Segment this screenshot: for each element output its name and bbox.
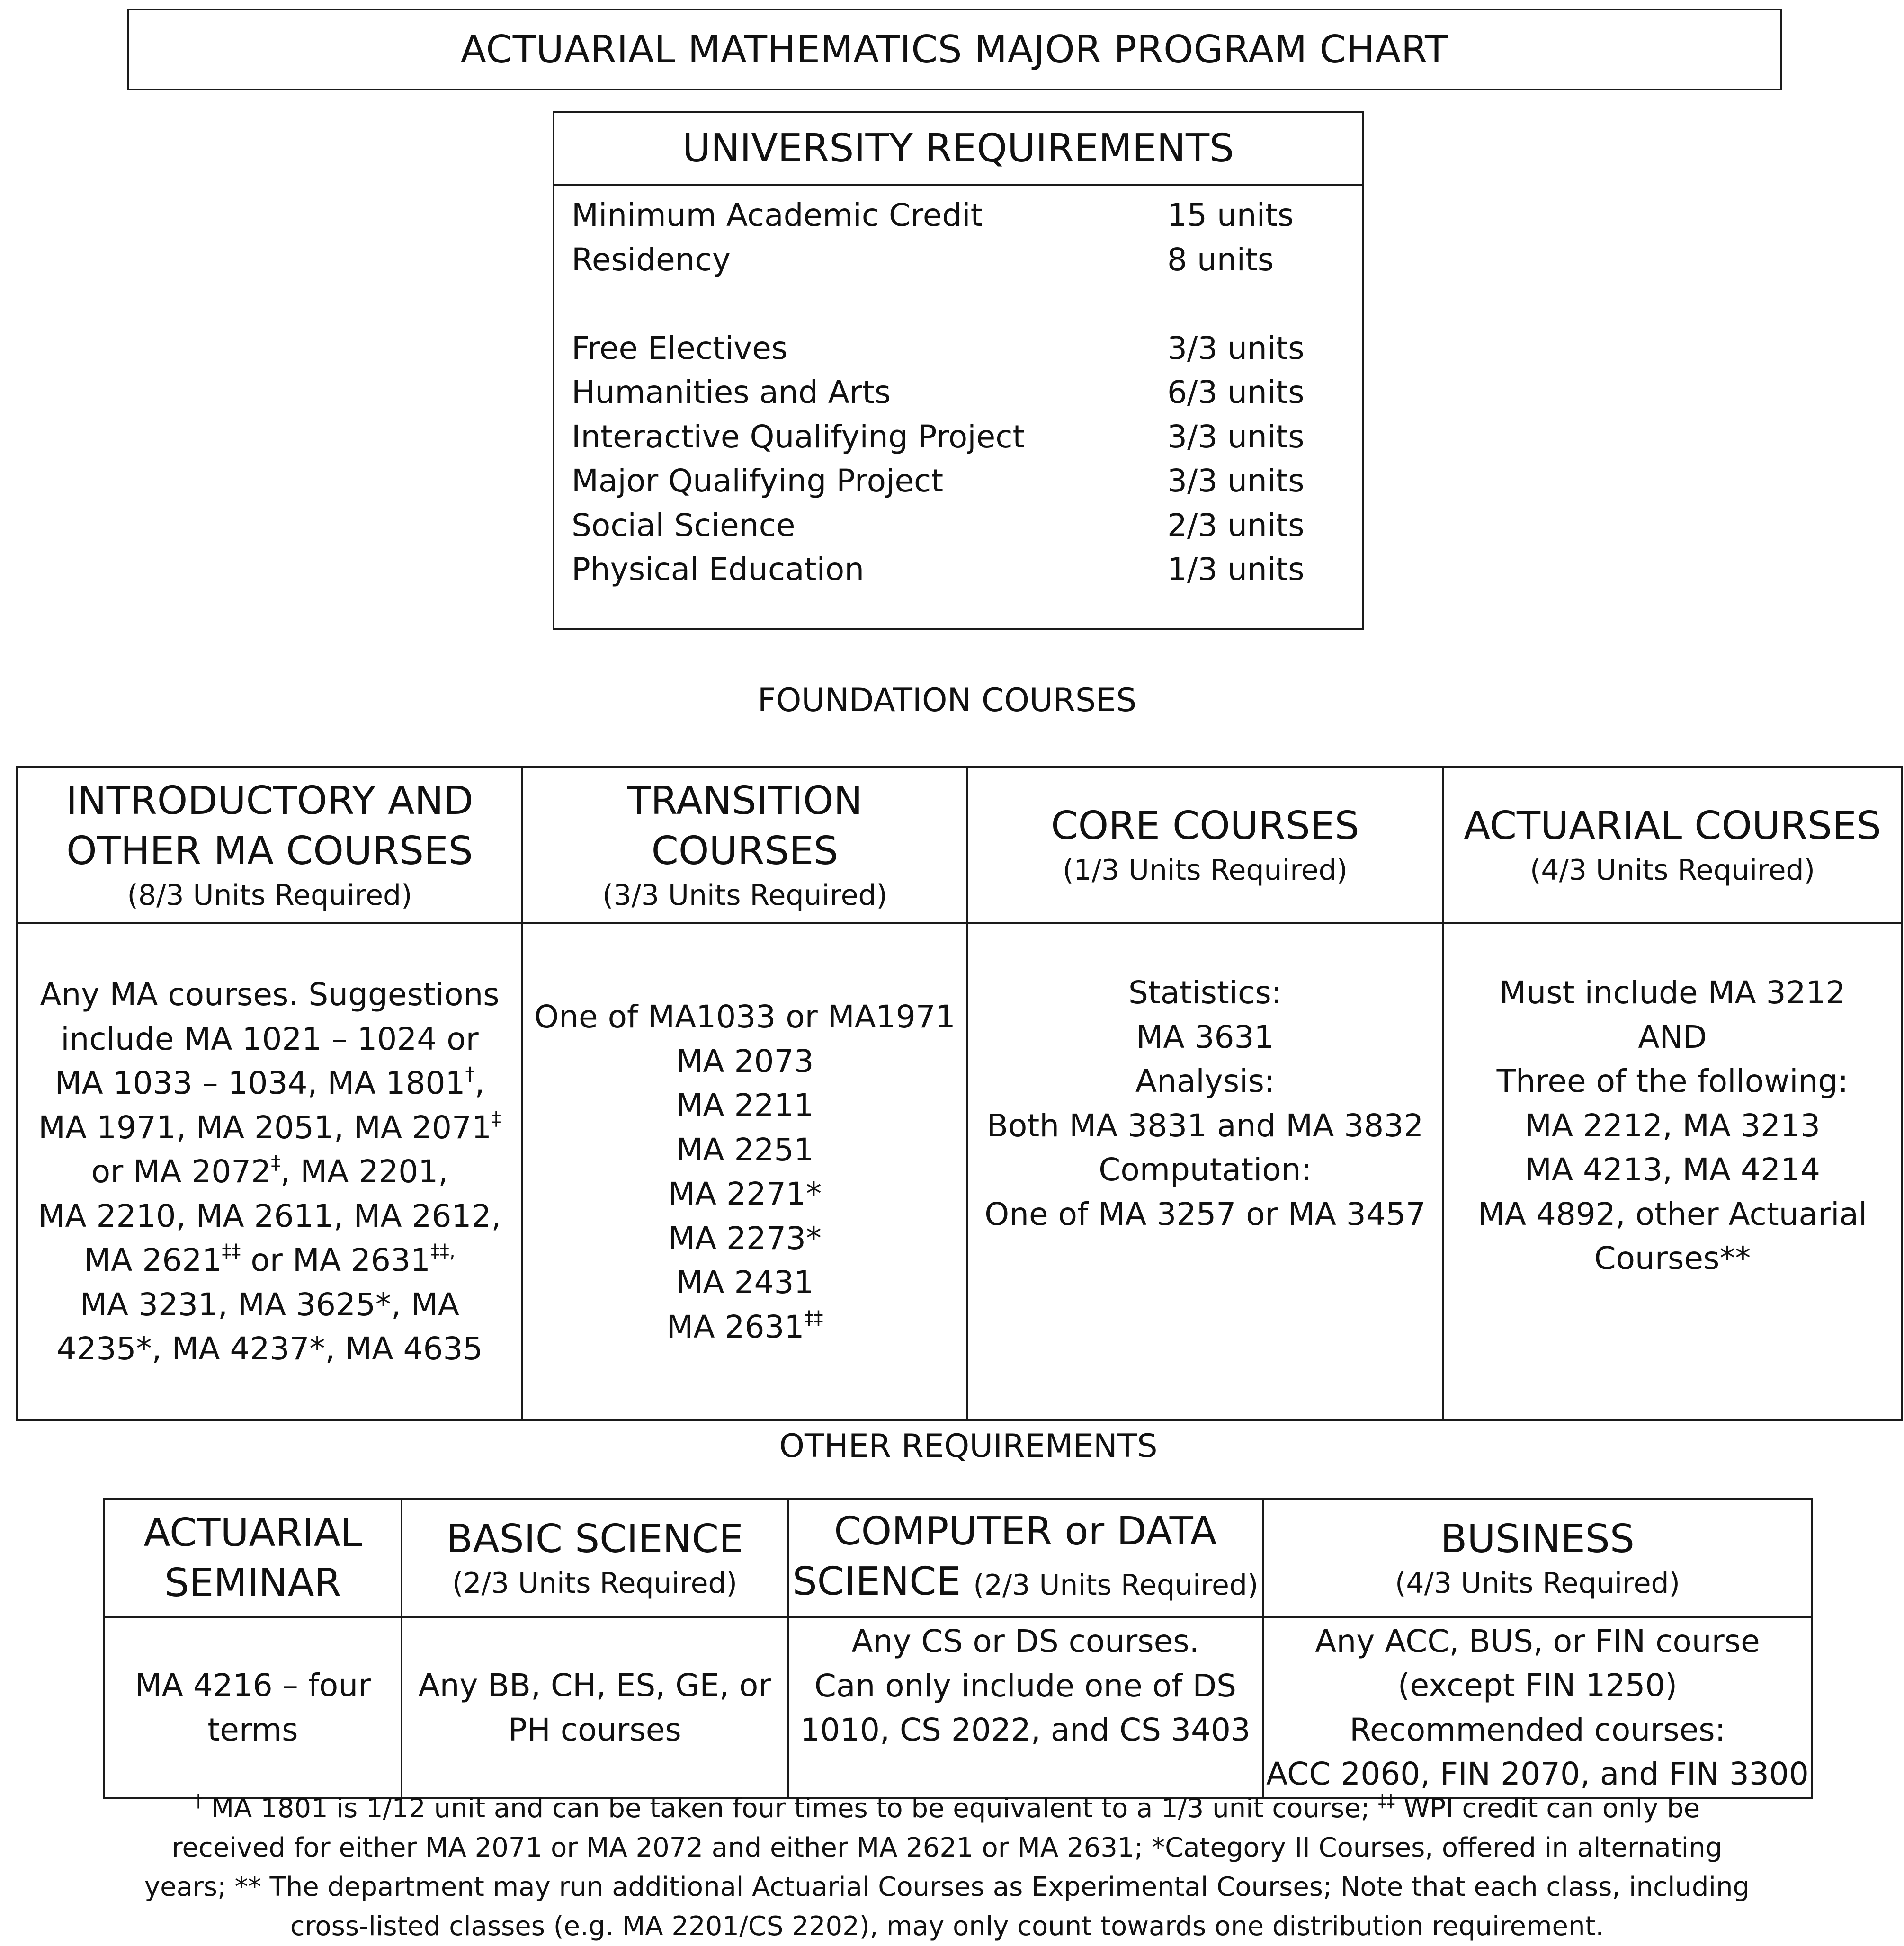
footnote-text: WPI credit can only be received for either MA 2071 or MA 2072 and either MA 2621 or MA 2631; *Category II Courses, offered in alternating years; ** The department may run additional Actuarial Courses as Experimental Courses; Note that each class, including cross-listed classes (e.g. MA 2201/CS 2202), may only count towards one distribution requirement. xyxy=(144,1793,1750,1942)
course-line: MA 2212, MA 3213 xyxy=(1524,1107,1821,1144)
course-text: , xyxy=(449,1241,456,1263)
footnote-mark: † xyxy=(194,1792,203,1811)
footnote xyxy=(142,1789,1752,1946)
course-line: Recommended courses: xyxy=(1350,1711,1725,1748)
column-title: CORE COURSES xyxy=(1051,803,1359,848)
course-line: MA 2211 xyxy=(676,1087,814,1124)
course-line: Both MA 3831 and MA 3832 xyxy=(986,1107,1424,1144)
course-line: Any CS or DS courses. xyxy=(851,1623,1199,1660)
footnote-mark: ‡‡ xyxy=(222,1241,241,1263)
column-title: INTRODUCTORY AND xyxy=(66,778,474,823)
science-header-cell xyxy=(402,1499,788,1617)
course-text: MA 2631 xyxy=(666,1308,805,1345)
units-required: (1/3 Units Required) xyxy=(1063,854,1348,887)
requirement-row xyxy=(572,503,1348,548)
table-body-row xyxy=(104,1617,1812,1798)
course-line: ACC 2060, FIN 2070, and FIN 3300 xyxy=(1266,1756,1809,1792)
course-line: Computation: xyxy=(1099,1152,1312,1188)
requirement-label: Minimum Academic Credit xyxy=(572,197,983,233)
course-line: terms xyxy=(207,1711,298,1748)
intro-header-cell xyxy=(17,767,522,923)
course-line xyxy=(18,1238,521,1283)
column-title: SEMINAR xyxy=(164,1561,341,1606)
course-line: MA 2273* xyxy=(668,1220,822,1257)
footnote-mark: ‡ xyxy=(271,1152,281,1174)
requirement-value: 2/3 units xyxy=(1167,507,1305,544)
column-title: OTHER MA COURSES xyxy=(66,829,473,874)
course-line: MA 2210, MA 2611, MA 2612, xyxy=(38,1197,501,1234)
requirement-label: Humanities and Arts xyxy=(572,374,891,411)
course-line: MA 2073 xyxy=(676,1043,814,1080)
column-title: COMPUTER or DATA xyxy=(834,1509,1217,1554)
column-title: BASIC SCIENCE xyxy=(446,1517,743,1562)
column-title: ACTUARIAL xyxy=(143,1510,362,1555)
course-line: Courses** xyxy=(1594,1240,1751,1277)
core-courses-cell xyxy=(967,923,1443,1420)
course-line: One of MA 3257 or MA 3457 xyxy=(984,1196,1426,1232)
footnote-mark: ‡‡ xyxy=(804,1307,823,1329)
transition-courses-cell xyxy=(522,923,967,1420)
column-title: ACTUARIAL COURSES xyxy=(1464,803,1881,848)
table-header-row xyxy=(17,767,1902,923)
course-line: MA 3231, MA 3625*, MA xyxy=(80,1286,460,1323)
business-header-cell xyxy=(1263,1499,1812,1617)
requirement-row xyxy=(572,459,1348,503)
course-text: or MA 2072 xyxy=(91,1153,271,1190)
other-requirements-table xyxy=(103,1498,1813,1799)
requirement-row xyxy=(572,547,1348,592)
column-title: SCIENCE xyxy=(792,1559,961,1604)
requirement-value: 15 units xyxy=(1167,197,1294,233)
actuarial-header-cell xyxy=(1443,767,1902,923)
course-line: Three of the following: xyxy=(1496,1063,1849,1099)
units-required: (2/3 Units Required) xyxy=(452,1567,737,1600)
university-requirements-box xyxy=(553,111,1364,630)
other-requirements-heading: OTHER REQUIREMENTS xyxy=(779,1428,1158,1465)
units-required: (2/3 Units Required) xyxy=(973,1568,1259,1602)
footnote-text: MA 1801 is 1/12 unit and can be taken four times to be equivalent to a 1/3 unit course; xyxy=(202,1793,1378,1824)
course-line xyxy=(18,1150,521,1194)
course-line xyxy=(18,1106,521,1150)
seminar-header-cell xyxy=(104,1499,402,1617)
course-line: MA 2251 xyxy=(676,1131,814,1168)
actuarial-courses-cell xyxy=(1443,923,1902,1420)
course-line: PH courses xyxy=(508,1711,681,1748)
footnote-mark: ‡ xyxy=(492,1107,501,1130)
title-box xyxy=(127,9,1782,90)
business-cell xyxy=(1263,1617,1812,1798)
requirement-value: 6/3 units xyxy=(1167,374,1305,411)
course-line: Any BB, CH, ES, GE, or xyxy=(418,1667,771,1704)
requirement-label: Interactive Qualifying Project xyxy=(572,418,1025,455)
requirement-row xyxy=(572,326,1348,371)
foundation-courses-heading: FOUNDATION COURSES xyxy=(757,682,1137,719)
requirement-label: Major Qualifying Project xyxy=(572,463,944,499)
footnote-mark: † xyxy=(465,1063,475,1086)
column-title: COURSES xyxy=(651,829,839,874)
course-line: MA 3631 xyxy=(1136,1018,1274,1055)
requirement-label: Physical Education xyxy=(572,551,865,588)
course-line: MA 4892, other Actuarial xyxy=(1477,1196,1868,1232)
requirement-label: Social Science xyxy=(572,507,796,544)
table-header-row xyxy=(104,1499,1812,1617)
course-line: 4235*, MA 4237*, MA 4635 xyxy=(56,1330,483,1367)
requirement-label: Residency xyxy=(572,241,731,278)
course-line: MA 4213, MA 4214 xyxy=(1524,1152,1821,1188)
requirement-value: 3/3 units xyxy=(1167,418,1305,455)
requirement-value: 3/3 units xyxy=(1167,463,1305,499)
page-title: ACTUARIAL MATHEMATICS MAJOR PROGRAM CHART xyxy=(460,27,1448,71)
units-required: (8/3 Units Required) xyxy=(127,879,412,912)
course-line: MA 2431 xyxy=(676,1264,814,1301)
course-line xyxy=(523,1305,966,1349)
requirement-row xyxy=(572,415,1348,459)
transition-header-cell xyxy=(522,767,967,923)
spacer xyxy=(572,282,1348,326)
course-line: Analysis: xyxy=(1135,1063,1275,1099)
course-line: Must include MA 3212 xyxy=(1499,974,1846,1011)
seminar-cell xyxy=(104,1617,402,1798)
foundation-courses-table xyxy=(16,766,1903,1421)
column-title-line xyxy=(789,1557,1262,1610)
course-line xyxy=(18,1061,521,1106)
requirement-value: 1/3 units xyxy=(1167,551,1305,588)
computer-cell xyxy=(788,1617,1263,1798)
course-line: MA 4216 – four xyxy=(134,1667,371,1704)
course-text: , MA 2201, xyxy=(280,1153,448,1190)
column-title: TRANSITION xyxy=(627,778,863,823)
units-required: (4/3 Units Required) xyxy=(1395,1567,1680,1600)
intro-courses-cell xyxy=(17,923,522,1420)
requirement-value: 3/3 units xyxy=(1167,330,1305,366)
units-required: (4/3 Units Required) xyxy=(1530,854,1815,887)
course-line: Can only include one of DS xyxy=(814,1667,1237,1704)
science-cell xyxy=(402,1617,788,1798)
course-line: One of MA1033 or MA1971 xyxy=(534,999,956,1035)
course-line: AND xyxy=(1638,1018,1707,1055)
course-line: Any MA courses. Suggestions xyxy=(40,976,500,1013)
core-header-cell xyxy=(967,767,1443,923)
table-body-row xyxy=(17,923,1902,1420)
course-line: include MA 1021 – 1024 or xyxy=(61,1020,479,1057)
course-text: MA 1033 – 1034, MA 1801 xyxy=(54,1065,465,1102)
course-text: MA 1971, MA 2051, MA 2071 xyxy=(38,1109,492,1146)
course-text: , xyxy=(474,1065,485,1102)
university-requirements-list xyxy=(572,193,1348,592)
course-line: MA 2271* xyxy=(668,1176,822,1212)
university-requirements-heading: UNIVERSITY REQUIREMENTS xyxy=(554,113,1362,186)
course-line: Any ACC, BUS, or FIN course xyxy=(1315,1623,1760,1660)
computer-header-cell xyxy=(788,1499,1263,1617)
requirement-label: Free Electives xyxy=(572,330,788,366)
requirement-row xyxy=(572,193,1348,238)
units-required: (3/3 Units Required) xyxy=(602,879,887,912)
course-text: or MA 2631 xyxy=(241,1242,430,1279)
course-line: (except FIN 1250) xyxy=(1397,1667,1678,1704)
footnote-mark: ‡‡ xyxy=(430,1241,449,1263)
column-title: BUSINESS xyxy=(1440,1517,1635,1562)
requirement-value: 8 units xyxy=(1167,241,1274,278)
course-text: MA 2621 xyxy=(84,1242,222,1279)
course-line: 1010, CS 2022, and CS 3403 xyxy=(800,1712,1251,1748)
course-line: Statistics: xyxy=(1128,974,1282,1011)
requirement-row xyxy=(572,238,1348,282)
requirement-row xyxy=(572,370,1348,415)
footnote-mark: ‡‡ xyxy=(1378,1792,1395,1811)
